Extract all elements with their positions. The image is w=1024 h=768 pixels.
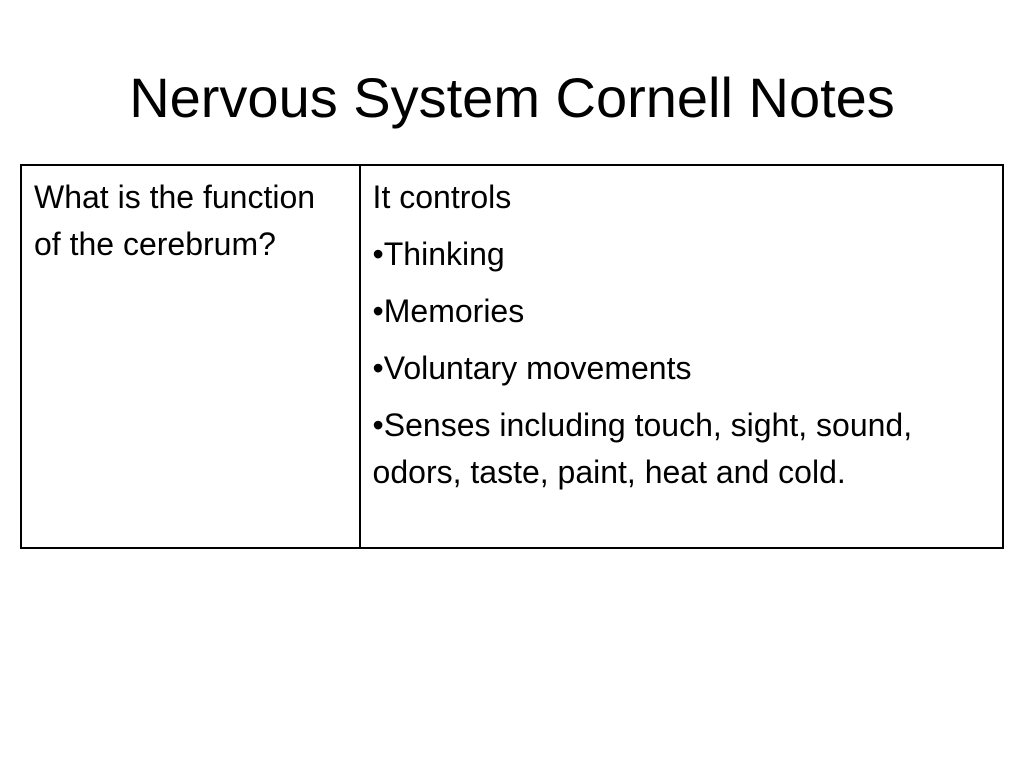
notes-row bbox=[21, 165, 1003, 548]
answer-cell bbox=[360, 165, 1003, 548]
answer-item-thinking: •Thinking bbox=[372, 236, 505, 272]
slide-title: Nervous System Cornell Notes bbox=[129, 66, 895, 129]
cornell-notes-table bbox=[20, 164, 1004, 549]
question-cell bbox=[21, 165, 360, 548]
question-text: What is the function of the cerebrum? bbox=[34, 179, 316, 262]
answer-item-voluntary-movements: •Voluntary movements bbox=[372, 350, 692, 386]
answer-item-memories: •Memories bbox=[372, 293, 525, 329]
answer-item-senses: •Senses including touch, sight, sound, odors, taste, paint, heat and cold. bbox=[372, 407, 913, 490]
answer-intro: It controls bbox=[372, 179, 512, 215]
